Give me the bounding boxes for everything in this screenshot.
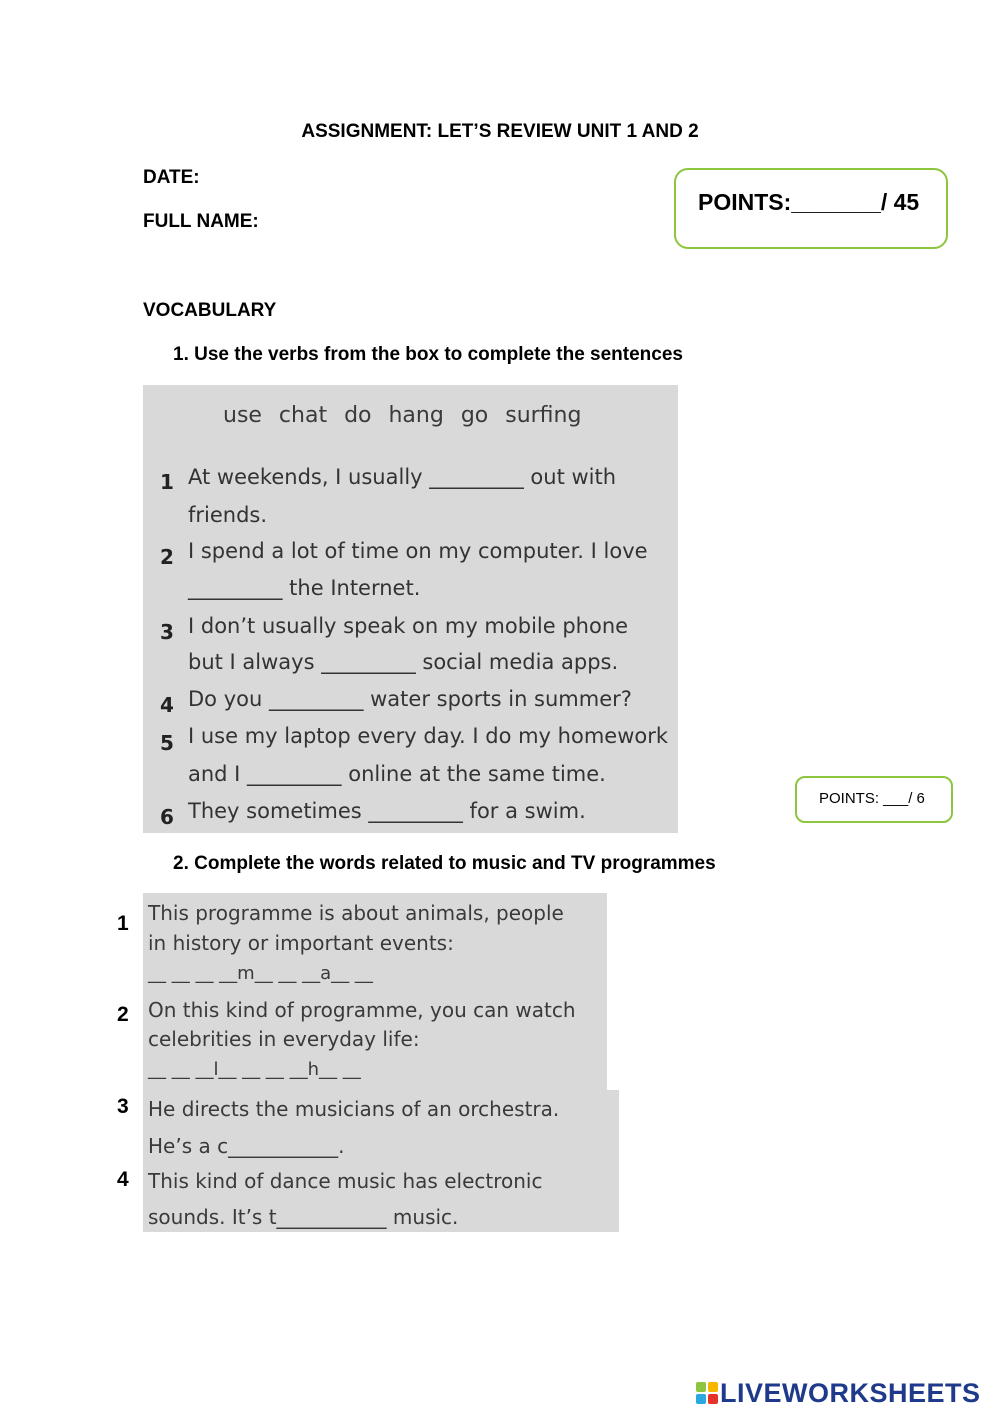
page-title: ASSIGNMENT: LET’S REVIEW UNIT 1 AND 2 xyxy=(301,121,699,142)
clue-line: He’s a c___________. xyxy=(148,1134,345,1158)
sentence-line: I don’t usually speak on my mobile phone xyxy=(188,614,629,638)
sentence-line: At weekends, I usually _________ out with xyxy=(188,465,617,489)
sentence-line: I use my laptop every day. I do my homework xyxy=(188,724,669,748)
clue-line: in history or important events: xyxy=(148,931,454,955)
logo-icon xyxy=(696,1382,718,1404)
verb-word-box: use chat do hang go surfing xyxy=(223,403,582,428)
clue-line: This kind of dance music has electronic xyxy=(148,1169,543,1193)
exercise2-image-bottom xyxy=(143,1090,619,1232)
sentence-line: friends. xyxy=(188,503,268,527)
clue-line: This programme is about animals, people xyxy=(148,901,564,925)
sentence-line: but I always _________ social media apps. xyxy=(188,650,619,674)
clue-line: He directs the musicians of an orchestra. xyxy=(148,1097,560,1121)
item-number: 3 xyxy=(160,620,174,644)
exercise1-points-box xyxy=(795,776,953,823)
exercise2-instruction: 2. Complete the words related to music and TV programmes xyxy=(173,853,716,874)
item-number: 2 xyxy=(160,545,174,569)
word-pattern: __ __ __ __m__ __ __a__ __ xyxy=(148,963,373,984)
item-number: 1 xyxy=(160,470,174,494)
item-number: 3 xyxy=(117,1095,129,1118)
exercise2-image-top xyxy=(143,893,607,1090)
sentence-line: _________ the Internet. xyxy=(188,576,421,600)
sentence-line: They sometimes _________ for a swim. xyxy=(188,799,586,823)
date-label: DATE: xyxy=(143,167,200,188)
clue-line: sounds. It’s t___________ music. xyxy=(148,1205,459,1229)
brand-name: LIVEWORKSHEETS xyxy=(720,1377,981,1408)
sentence-line: and I _________ online at the same time. xyxy=(188,762,606,786)
clue-line: On this kind of programme, you can watch xyxy=(148,998,576,1022)
item-number: 4 xyxy=(160,693,174,717)
exercise1-image xyxy=(143,385,678,833)
total-points-label: POINTS:_______/ 45 xyxy=(698,189,920,215)
clue-line: celebrities in everyday life: xyxy=(148,1027,420,1051)
liveworksheets-logo xyxy=(696,1378,981,1408)
item-number: 2 xyxy=(117,1003,129,1026)
total-points-box xyxy=(674,168,948,249)
item-number: 6 xyxy=(160,805,174,829)
fullname-label: FULL NAME: xyxy=(143,211,259,232)
sentence-line: Do you _________ water sports in summer? xyxy=(188,687,632,711)
exercise1-instruction: 1. Use the verbs from the box to complete the sentences xyxy=(173,344,683,365)
section-heading: VOCABULARY xyxy=(143,300,277,321)
sentence-line: I spend a lot of time on my computer. I love xyxy=(188,539,648,563)
word-pattern: __ __ __l__ __ __ __h__ __ xyxy=(148,1059,361,1080)
item-number: 1 xyxy=(117,912,129,935)
item-number: 5 xyxy=(160,731,174,755)
exercise1-points-label: POINTS: ___/ 6 xyxy=(819,790,925,807)
item-number: 4 xyxy=(117,1168,129,1191)
